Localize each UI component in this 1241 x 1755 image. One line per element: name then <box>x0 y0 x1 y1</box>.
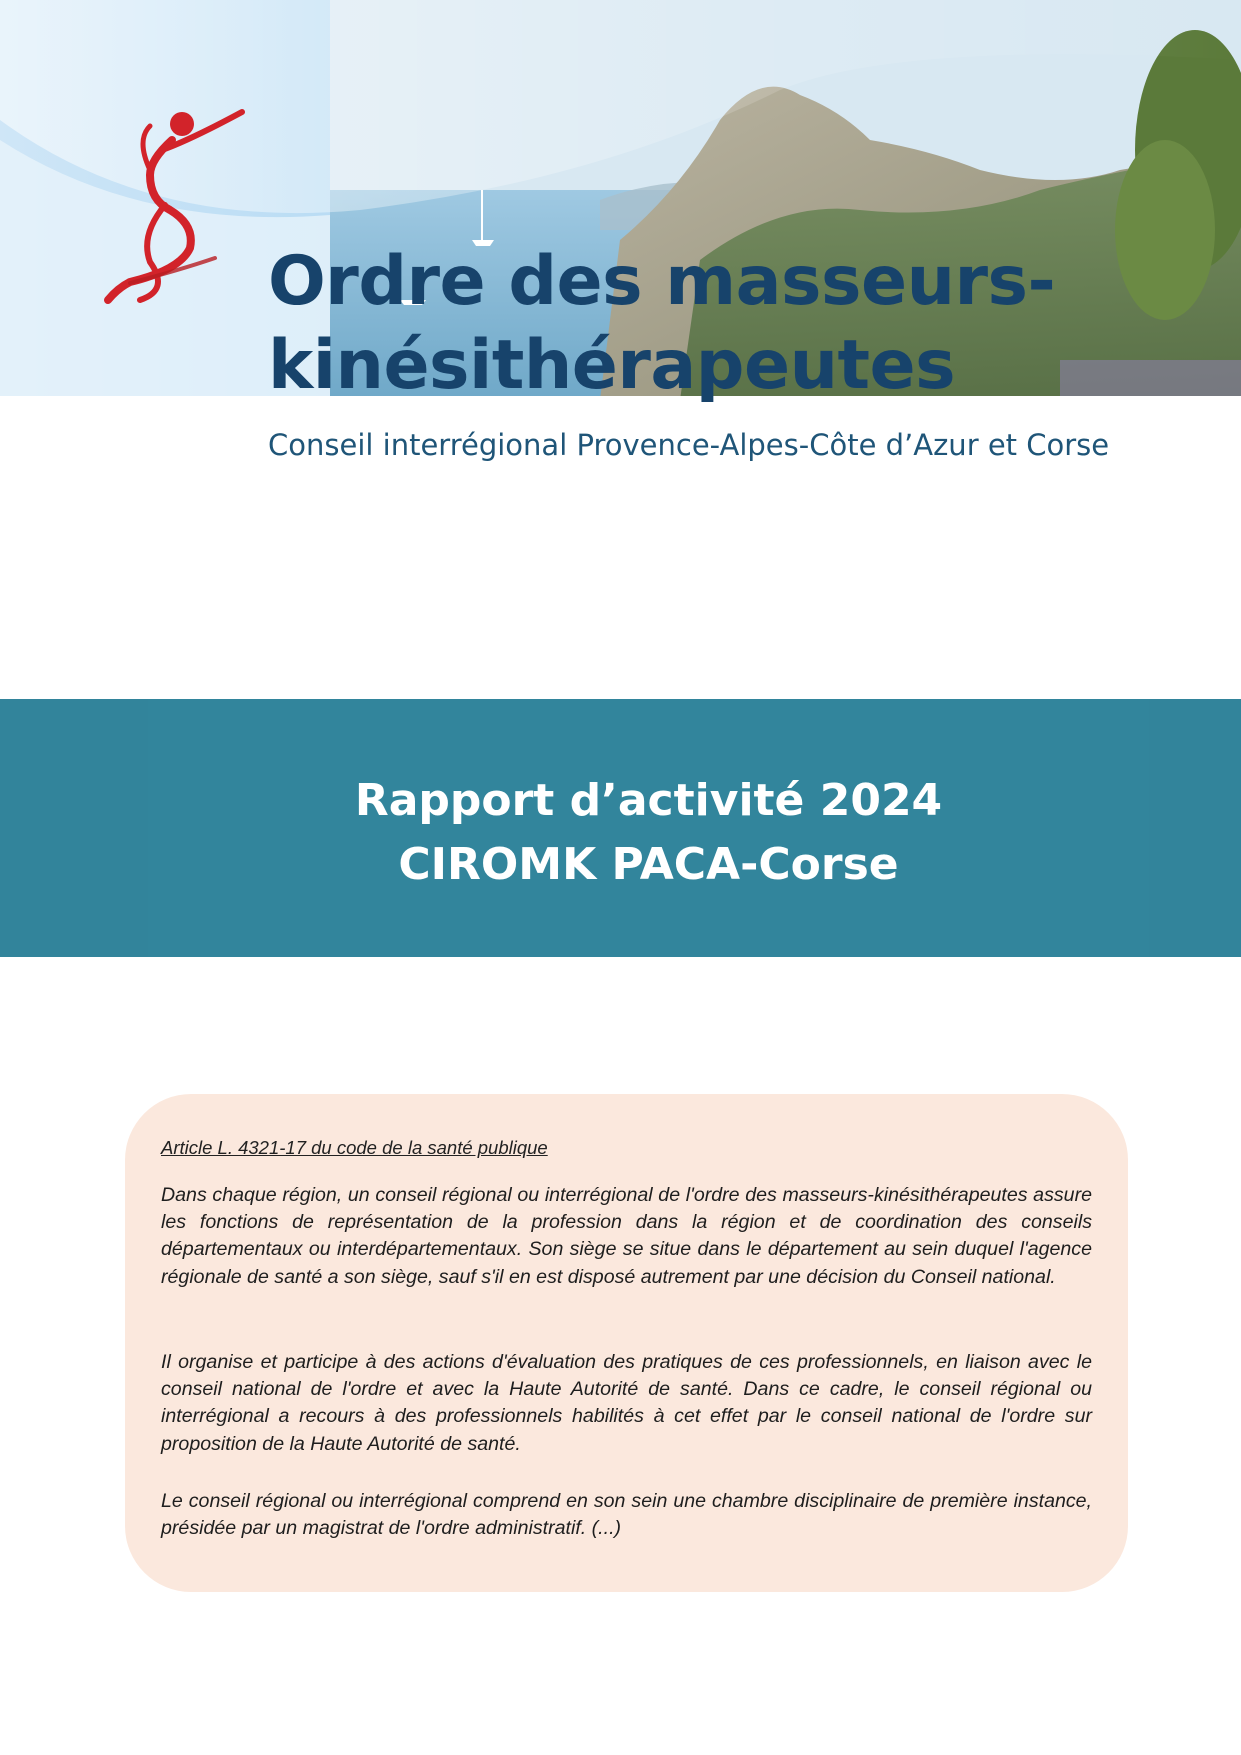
report-title <box>148 769 1149 897</box>
article-paragraph-1: Dans chaque région, un conseil régional ou interrégional de l'ordre des masseurs-kinésithérapeutes assure les fonctions de représentation de la profession dans la région et de coordination des conseils départementaux ou interdépartementaux. Son siège se situe dans le département au sein duquel l'agence régionale de santé a son siège, sauf s'il en est disposé autrement par une décision du Conseil national. <box>161 1184 1092 1288</box>
org-subtitle: Conseil interrégional Provence-Alpes-Côte d’Azur et Corse <box>268 428 1110 462</box>
article-paragraph-2: Il organise et participe à des actions d'évaluation des pratiques de ces professionnels, en liaison avec le conseil national de l'ordre et avec la Haute Autorité de santé. Dans ce cadre, le conseil régional ou interrégional a recours à des professionnels habilités à cet effet par le conseil national de l'ordre sur proposition de la Haute Autorité de santé. <box>161 1351 1092 1455</box>
article-box <box>125 1094 1128 1592</box>
org-title: Ordre des masseurs- kinésithérapeutes <box>268 242 1056 405</box>
article-paragraph-3: Le conseil régional ou interrégional comprend en son sein une chambre disciplinaire de première instance, présidée par un magistrat de l'ordre administratif. (...) <box>161 1490 1092 1540</box>
header <box>0 0 1241 405</box>
report-title-line2: CIROMK PACA-Corse <box>398 839 899 890</box>
report-banner <box>0 699 1241 957</box>
banner-inner <box>148 699 1149 957</box>
report-title-line1: Rapport d’activité 2024 <box>354 775 943 826</box>
article-reference: Article L. 4321-17 du code de la santé publique <box>161 1137 548 1158</box>
